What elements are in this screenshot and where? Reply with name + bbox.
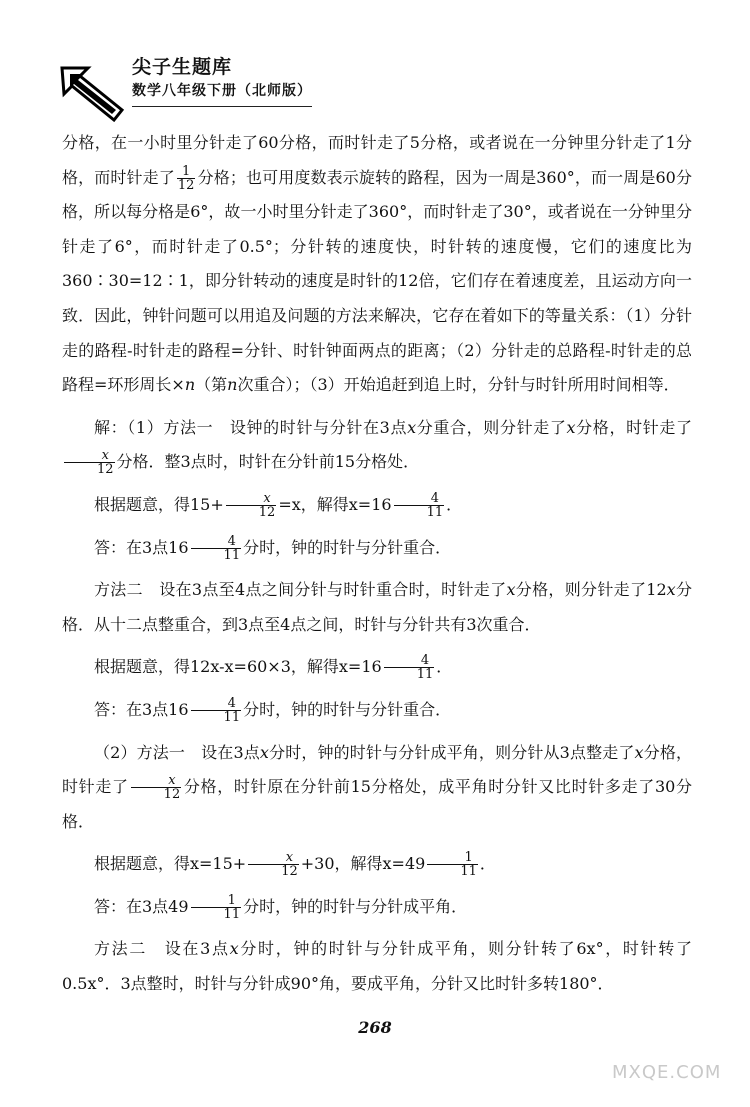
page-number: 268	[358, 1018, 392, 1037]
paragraph: 方法二 设在3点至4点之间分针与时针重合时，时针走了x分格，则分针走了12x分格．从十二点整重合，到3点至4点之间，时针与分针共有3次重合．	[62, 580, 692, 634]
paragraph: （2）方法一 设在3点x分时，钟的时针与分针成平角，则分针从3点整走了x分格，时针走了 $\frac{x}{12}$ 分格，时针原在分针前15分格处，成平角时分针又比时针多走了30分格．	[62, 742, 692, 831]
fraction: $\frac{x}{12}$	[64, 449, 115, 476]
fraction: $\frac{x}{12}$	[131, 774, 182, 801]
paragraph: 答：在3点16 $\frac{4}{11}$ 分时，钟的时针与分针重合．	[94, 533, 452, 563]
page-content	[62, 126, 692, 1002]
header-rule	[132, 106, 312, 107]
paragraph: 答：在3点49 $\frac{1}{11}$ 分时，钟的时针与分针成平角．	[94, 892, 468, 922]
fraction: $\frac{4}{11}$	[394, 492, 445, 519]
paragraph: 根据题意，得15+ $\frac{x}{12}$ =x，解得x=16 $\frac{4}{11}$ ．	[94, 490, 463, 520]
fraction: $\frac{4}{11}$	[191, 535, 242, 562]
fraction: $\frac{1}{11}$	[191, 894, 242, 921]
paragraph: 根据题意，得12x-x=60×3，解得x=16 $\frac{4}{11}$ ．	[94, 653, 453, 683]
fraction: $\frac{1}{11}$	[427, 851, 478, 878]
book-subtitle: 数学八年级下册（北师版）	[132, 83, 312, 99]
paragraph: 根据题意，得x=15+ $\frac{x}{12}$ +30，解得x=49 $\frac{1}{11}$ ．	[94, 850, 496, 880]
book-series-title: 尖子生题库	[132, 56, 233, 78]
paragraph: 解：（1）方法一 设钟的时针与分针在3点x分重合，则分针走了x分格，时针走了 $\frac{x}{12}$ 分格．整3点时，时针在分针前15分格处．	[62, 411, 692, 480]
fraction: $\frac{x}{12}$	[226, 492, 277, 519]
fraction: $\frac{4}{11}$	[384, 654, 435, 681]
paragraph: 方法二 设在3点x分时，钟的时针与分针成平角，则分针转了6x°，时针转了0.5x°．3点整时，时针与分针成90°角，要成平角，分针又比时针多转180°．	[62, 939, 692, 994]
paragraph: 答：在3点16 $\frac{4}{11}$ 分时，钟的时针与分针重合．	[94, 695, 452, 725]
arrow-logo-icon	[60, 64, 126, 122]
fraction: $\frac{4}{11}$	[191, 697, 242, 724]
fraction: $\frac{x}{12}$	[248, 851, 299, 878]
watermark-logo: MXQE.COM	[612, 1062, 722, 1083]
fraction: $\frac{1}{12}$	[177, 163, 195, 193]
paragraph: 分格，在一小时里分针走了60分格，而时针走了5分格，或者说在一分钟里分针走了1分格，而时针走了 $\frac{1}{12}$ 分格；也可用度数表示旋转的路程，因为一周是360°，而一周是60分格，所以每分格是6°，故一小时里分针走了360°，而时针走了30°，或者说在一分钟里分针走了6°，而时针走了0.5°；分针转的速度快，时针转的速度慢，它们的速度比为360∶30=12∶1，即分针转动的速度是时针的12倍，它们存在着速度差，且运动方向一致．因此，钟针问题可以用追及问题的方法来解决，它存在着如下的等量关系：（1）分针走的路程-时针走的路程=分针、时针钟面两点的距离；（2）分针走的总路程-时针走的总路程=环形周长×n（第n次重合）；（3）开始追赶到追上时，分针与时针所用时间相等．	[62, 133, 692, 395]
